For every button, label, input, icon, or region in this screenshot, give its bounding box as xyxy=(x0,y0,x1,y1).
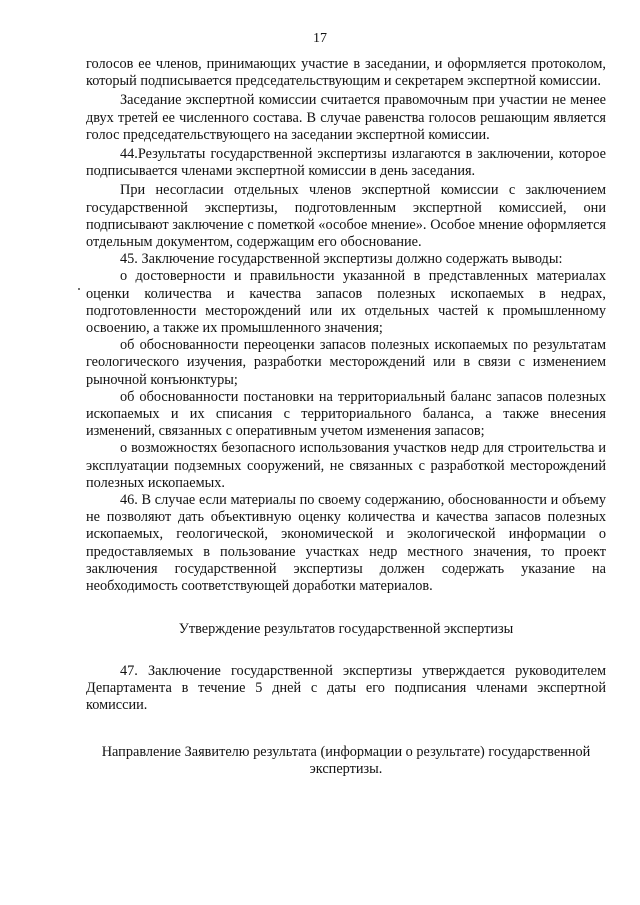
conclusion-item-reassessment: об обоснованности переоценки запасов полезных ископаемых по результатам геологического изучения, разработки месторождений или в связи с изменением рыночной конъюнктуры; xyxy=(86,337,606,388)
paragraph-continuation: голосов ее членов, принимающих участие в заседании, и оформляется протоколом, который подписывается председательствующим и секретарем экспертной комиссии. xyxy=(86,56,606,90)
paragraph-47: 47. Заключение государственной экспертизы утверждается руководителем Департамента в течение 5 дней с даты его подписания членами экспертной комиссии. xyxy=(86,662,606,713)
conclusion-item-balance: об обоснованности постановки на территориальный баланс запасов полезных ископаемых и их списания с территориального баланса, а также внесения изменений, связанных с оперативным учетом изменения запасов; xyxy=(86,388,606,440)
document-body xyxy=(86,56,606,779)
paragraph-46: 46. В случае если материалы по своему содержанию, обоснованности и объему не позволяют дать объективную оценку количества и качества запасов полезных ископаемых, геологической, экономической и экологической информации о предоставляемых в пользование участках недр местного значения, то проект заключения государственной экспертизы должен содержать указание на необходимость соответствующей доработки материалов. xyxy=(86,492,606,595)
paragraph-quorum: Заседание экспертной комиссии считается правомочным при участии не менее двух третей ее численного состава. В случае равенства голосов решающим является голос председательствующего на заседании экспертной комиссии. xyxy=(86,92,606,143)
paragraph-44: 44.Результаты государственной экспертизы излагаются в заключении, которое подписывается членами экспертной комиссии в день заседания. xyxy=(86,146,606,180)
margin-mark xyxy=(78,288,80,290)
paragraph-dissent: При несогласии отдельных членов экспертной комиссии с заключением государственной экспертизы, подготовленным экспертной комиссией, они подписывают заключение с пометкой «особое мнение». Особое мнение оформляется отдельным документом, содержащим его обоснование. xyxy=(86,182,606,251)
section-heading-approval: Утверждение результатов государственной экспертизы xyxy=(178,621,514,638)
conclusion-item-underground: о возможностях безопасного использования участков недр для строительства и эксплуатации подземных сооружений, не связанных с разработкой месторождений полезных ископаемых. xyxy=(86,440,606,491)
paragraph-45: 45. Заключение государственной экспертизы должно содержать выводы: xyxy=(120,251,563,268)
section-heading-delivery: Направление Заявителю результата (информации о результате) государственной экспертизы. xyxy=(101,744,591,778)
conclusion-item-reliability: о достоверности и правильности указанной в представленных материалах оценки количества и качества запасов полезных ископаемых в недрах, подготовленности месторождений или их отдельных частей к промышленному освоению, а также их промышленного значения; xyxy=(86,268,606,337)
page-number: 17 xyxy=(313,31,327,46)
